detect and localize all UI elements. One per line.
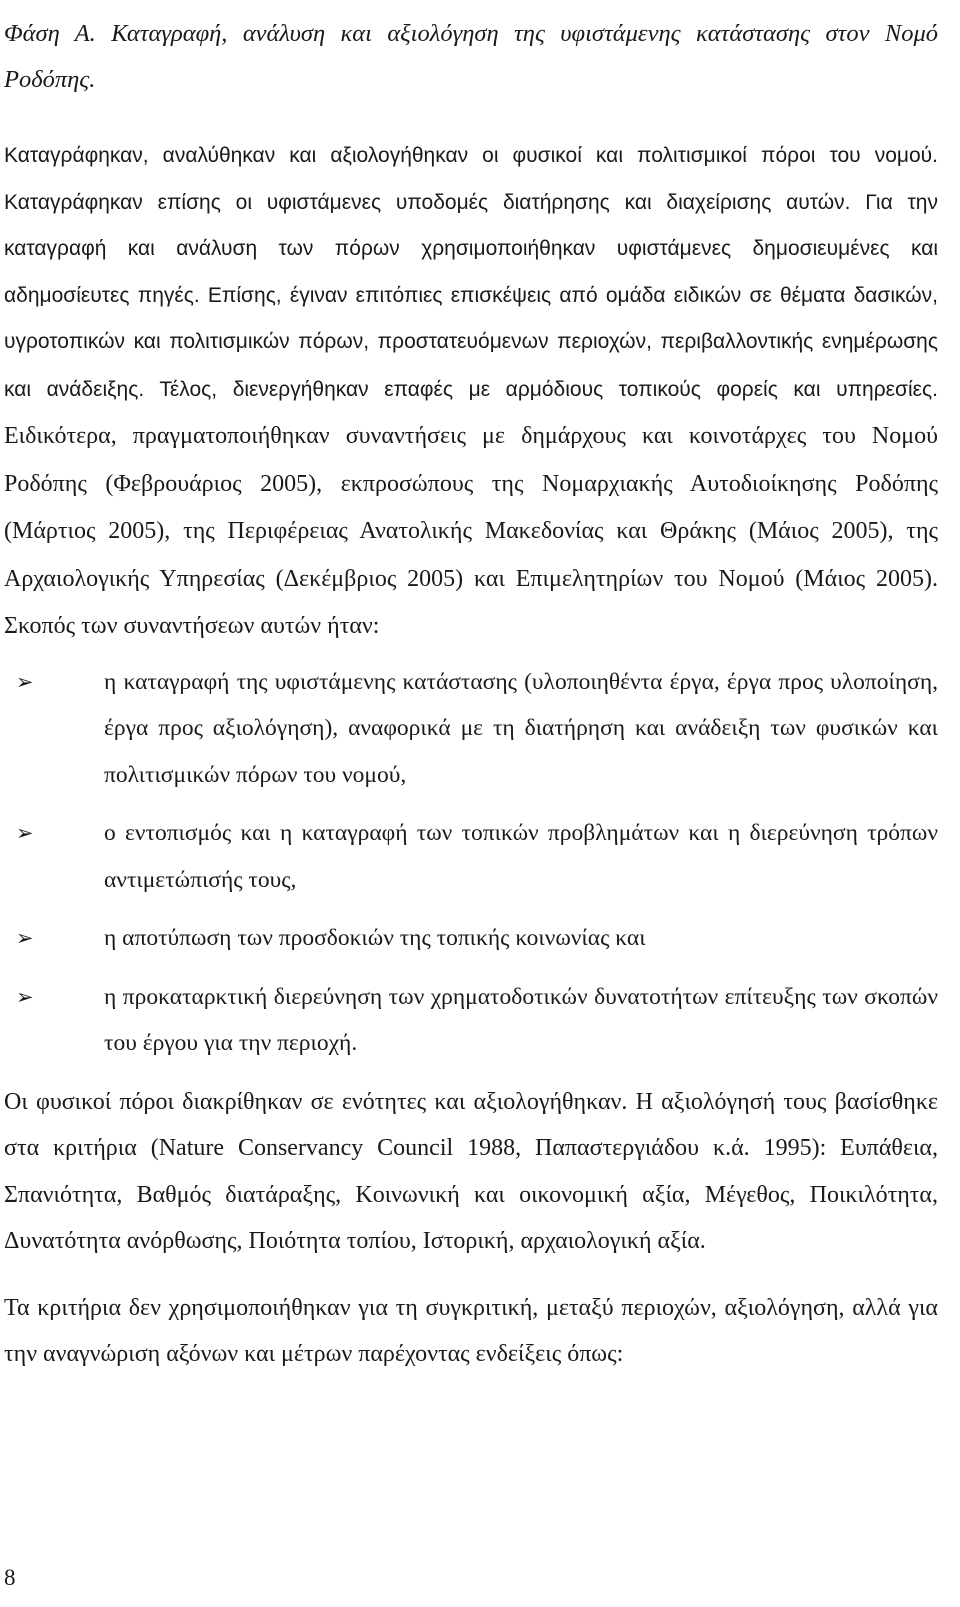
arrow-bullet-icon: ➢ (16, 669, 34, 694)
list-item (4, 810, 938, 903)
purpose-list (4, 659, 938, 1067)
paragraph-records (4, 133, 938, 651)
paragraph-meetings-part2: Ειδικότερα, πραγματοποιήθηκαν συναντήσεις με δημάρχους και κοινοτάρχες του Νομού Ροδόπης (Φεβρουάριος 2005), εκπροσώπους της Νομαρχιακής Αυτοδιοίκησης Ροδόπης (Μάρτιος 2005), της Περιφέρειας Ανατολικής Μακεδονίας και Θράκης (Μάιος 2005), της Αρχαιολογικής Υπηρεσίας (Δεκέμβριος 2005) και Επιμελητηρίων του Νομού (Μάιος 2005). Σκοπός των συναντήσεων αυτών ήταν: (4, 423, 938, 639)
paragraph-evaluation-criteria: Οι φυσικοί πόροι διακρίθηκαν σε ενότητες και αξιολογήθηκαν. Η αξιολόγησή τους βασίσθηκε στα κριτήρια (Nature Conservancy Council 1988, Παπαστεργιάδου κ.ά. 1995): Ευπάθεια, Σπανιότητα, Βαθμός διατάραξης, Κοινωνική και οικονομική αξία, Μέγεθος, Ποικιλότητα, Δυνατότητα ανόρθωσης, Ποιότητα τοπίου, Ιστορική, αρχαιολογική αξία. (4, 1088, 938, 1254)
paragraph-criteria-use: Τα κριτήρια δεν χρησιμοποιήθηκαν για τη συγκριτική, μεταξύ περιοχών, αξιολόγηση, αλλά για την αναγνώριση αξόνων και μέτρων παρέχοντας ενδείξεις όπως: (4, 1294, 938, 1367)
list-item-text: ο εντοπισμός και η καταγραφή των τοπικών προβλημάτων και η διερεύνηση τρόπων αντιμετώπισής τους, (104, 820, 938, 893)
arrow-bullet-icon: ➢ (16, 821, 34, 845)
document-page (4, 0, 938, 1378)
paragraph-records-part1: Καταγράφηκαν, αναλύθηκαν και αξιολογήθηκαν οι φυσικοί και πολιτισμικοί πόροι του νομού. Καταγράφηκαν επίσης οι υφιστάμενες υποδομές διατήρησης και διαχείρισης αυτών. Για την καταγραφή και ανάλυση των πόρων χρησιμοποιήθηκαν υφιστάμενες δημοσιευμένες και αδημοσίευτες πηγές. Επίσης, έγιναν επιτόπιες επισκέψεις από ομάδα ειδικών σε θέματα δασικών, υγροτοπικών και πολιτισμικών πόρων, προστατευόμενων περιοχών, περιβαλλοντικής ενημέρωσης και ανάδειξης. Τέλος, διενεργήθηκαν επαφές με αρμόδιους τοπικούς φορείς και υπηρεσίες. (4, 144, 938, 401)
list-item-text: η προκαταρκτική διερεύνηση των χρηματοδοτικών δυνατοτήτων επίτευξης των σκοπών του έργου για την περιοχή. (104, 983, 938, 1056)
arrow-bullet-icon: ➢ (16, 926, 34, 950)
arrow-bullet-icon: ➢ (16, 984, 34, 1009)
section-heading: Φάση Α. Καταγραφή, ανάλυση και αξιολόγηση της υφιστάμενης κατάστασης στον Νομό Ροδόπης. (4, 20, 938, 93)
list-item-text: η καταγραφή της υφιστάμενης κατάστασης (υλοποιηθέντα έργα, έργα προς υλοποίηση, έργα προς αξιολόγηση), αναφορικά με τη διατήρηση και ανάδειξη των φυσικών και πολιτισμικών πόρων του νομού, (104, 668, 938, 788)
list-item (4, 659, 938, 799)
list-item (4, 974, 938, 1067)
list-item-text: η αποτύπωση των προσδοκιών της τοπικής κοινωνίας και (104, 925, 646, 951)
page-number: 8 (4, 1565, 16, 1590)
list-item (4, 915, 938, 962)
